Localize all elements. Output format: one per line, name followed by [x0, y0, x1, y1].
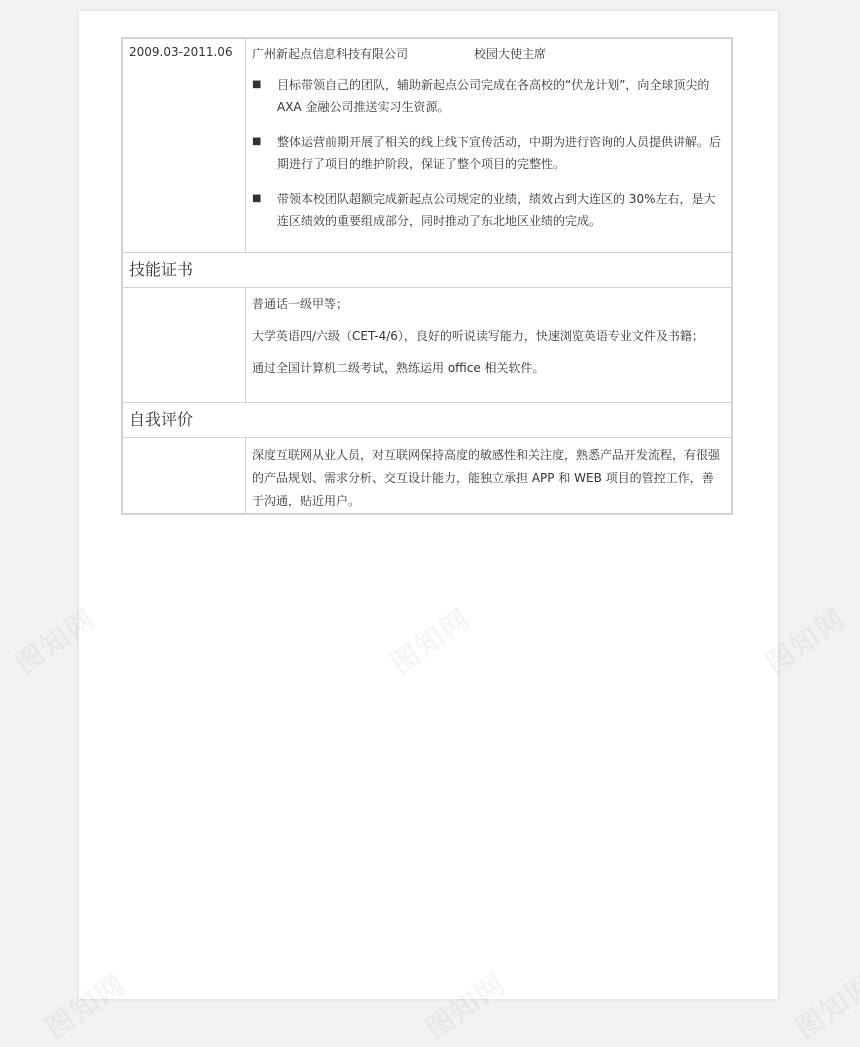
skill-item: 大学英语四/六级（CET-4/6），良好的听说读写能力，快速浏览英语专业文件及书籍；	[252, 329, 704, 343]
list-item	[252, 74, 725, 118]
square-bullet-icon: ■	[252, 79, 262, 90]
bullet-text: 带领本校团队超额完成新起点公司规定的业绩，绩效占到大连区的 30%左右，是大连区绩效的重要组成部分，同时推动了东北地区业绩的完成。	[277, 192, 716, 228]
bullet-text: 整体运营前期开展了相关的线上线下宣传活动，中期为进行咨询的人员提供讲解。后期进行了项目的维护阶段，保证了整个项目的完整性。	[277, 135, 722, 171]
experience-date: 2009.03-2011.06	[123, 39, 246, 252]
watermark	[787, 963, 860, 1047]
company-line	[252, 45, 725, 62]
self-eval-content	[246, 438, 731, 513]
self-eval-section-title: 自我评价	[129, 410, 194, 429]
self-eval-row	[123, 438, 731, 513]
self-eval-header-row	[123, 403, 731, 438]
experience-bullets	[252, 74, 725, 232]
bullet-text: 目标带领自己的团队，辅助新起点公司完成在各高校的“伏龙计划”，向全球顶尖的 AXA 金融公司推送实习生资源。	[277, 78, 710, 114]
skills-header-row	[123, 253, 731, 288]
self-eval-left-cell	[123, 438, 246, 513]
resume-table	[121, 37, 733, 515]
skills-section-title: 技能证书	[129, 260, 194, 279]
skills-row	[123, 288, 731, 403]
skills-left-cell	[123, 288, 246, 402]
skill-item: 普通话一级甲等；	[252, 297, 349, 311]
square-bullet-icon: ■	[252, 193, 262, 204]
skills-content	[246, 288, 731, 402]
experience-row	[123, 39, 731, 253]
resume-page	[79, 11, 778, 999]
skill-item: 通过全国计算机二级考试，熟练运用 office 相关软件。	[252, 361, 545, 375]
company-name: 广州新起点信息科技有限公司	[252, 47, 409, 61]
experience-details	[246, 39, 731, 252]
list-item	[252, 188, 725, 232]
self-eval-text: 深度互联网从业人员，对互联网保持高度的敏感性和关注度，熟悉产品开发流程，有很强的产品规划、需求分析、交互设计能力，能独立承担 APP 和 WEB 项目的管控工作，善于沟通，贴近用户。	[252, 448, 721, 508]
square-bullet-icon: ■	[252, 136, 262, 147]
position-title: 校园大使主席	[474, 47, 547, 61]
list-item	[252, 131, 725, 175]
